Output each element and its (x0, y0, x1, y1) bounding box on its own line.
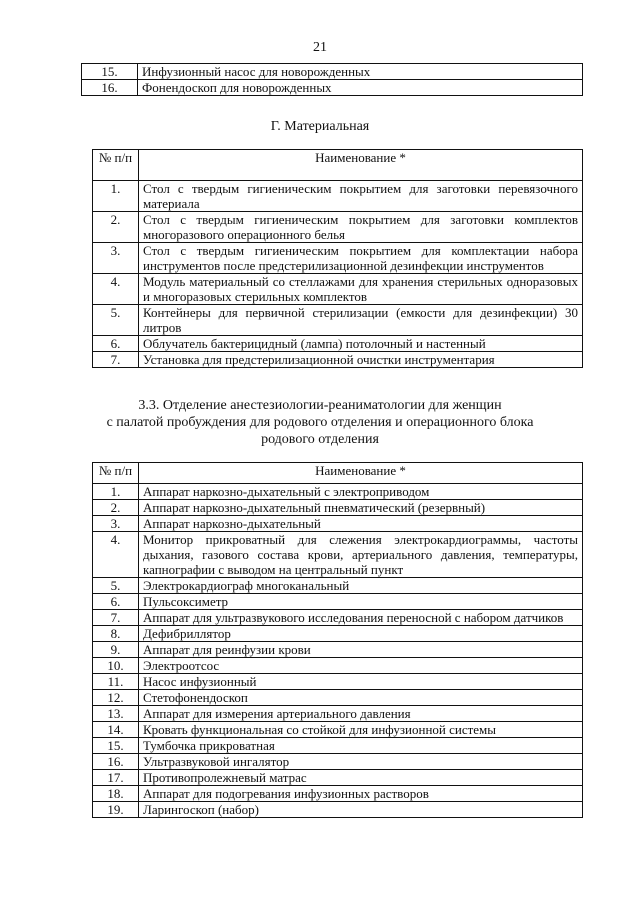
table-row (93, 770, 583, 786)
table-row (93, 516, 583, 532)
row-name: Стол с твердым гигиеническим покрытием для заготовки перевязочного материала (139, 181, 583, 212)
row-number: 7. (93, 610, 139, 626)
table-row (93, 305, 583, 336)
table-row (93, 212, 583, 243)
row-number: 6. (93, 594, 139, 610)
row-name: Монитор прикроватный для слежения электрокардиограммы, частоты дыхания, газового состава крови, артериального давления, температуры, капнографии с выводом на центральный пункт (139, 532, 583, 578)
row-name: Аппарат для ультразвукового исследования переносной с набором датчиков (139, 610, 583, 626)
row-number: 1. (93, 484, 139, 500)
row-name: Ларингоскоп (набор) (139, 802, 583, 818)
row-name: Модуль материальный со стеллажами для хранения стерильных одноразовых и многоразовых стерильных комплектов (139, 274, 583, 305)
row-name: Инфузионный насос для новорожденных (138, 64, 583, 80)
table-row (93, 532, 583, 578)
table-row (93, 690, 583, 706)
table-row (82, 80, 583, 96)
material-table-body (93, 181, 583, 368)
row-name: Аппарат наркозно-дыхательный (139, 516, 583, 532)
material-room-table (92, 149, 583, 368)
row-number: 7. (93, 352, 139, 368)
row-number: 1. (93, 181, 139, 212)
table-row (93, 243, 583, 274)
row-number: 9. (93, 642, 139, 658)
row-number: 17. (93, 770, 139, 786)
row-number: 3. (93, 516, 139, 532)
row-name: Аппарат для реинфузии крови (139, 642, 583, 658)
row-number: 18. (93, 786, 139, 802)
row-number: 15. (82, 64, 138, 80)
row-name: Электроотсос (139, 658, 583, 674)
page-number: 21 (313, 40, 327, 55)
table-row (93, 642, 583, 658)
row-number: 8. (93, 626, 139, 642)
row-name: Стол с твердым гигиеническим покрытием для заготовки комплектов многоразового операционного белья (139, 212, 583, 243)
table-row (93, 626, 583, 642)
row-name: Ультразвуковой ингалятор (139, 754, 583, 770)
row-number: 5. (93, 578, 139, 594)
table-row (82, 64, 583, 80)
row-name: Дефибриллятор (139, 626, 583, 642)
row-number: 14. (93, 722, 139, 738)
table-row (93, 658, 583, 674)
row-name: Пульсоксиметр (139, 594, 583, 610)
continued-equipment-table (81, 63, 583, 96)
row-name: Фонендоскоп для новорожденных (138, 80, 583, 96)
table-row (93, 674, 583, 690)
row-number: 16. (82, 80, 138, 96)
table-row (93, 722, 583, 738)
row-name: Насос инфузионный (139, 674, 583, 690)
section-33-title-line2: с палатой пробуждения для родового отделения и операционного блока (106, 415, 534, 430)
row-name: Электрокардиограф многоканальный (139, 578, 583, 594)
row-name: Аппарат для измерения артериального давления (139, 706, 583, 722)
row-name: Облучатель бактерицидный (лампа) потолочный и настенный (139, 336, 583, 352)
row-number: 15. (93, 738, 139, 754)
row-name: Аппарат наркозно-дыхательный с электроприводом (139, 484, 583, 500)
row-number: 13. (93, 706, 139, 722)
anesthesiology-table (92, 462, 583, 818)
row-name: Тумбочка прикроватная (139, 738, 583, 754)
section-33-title-line3: родового отделения (261, 432, 379, 447)
row-number: 2. (93, 212, 139, 243)
header-num: № п/п (93, 150, 139, 181)
header-num: № п/п (93, 463, 139, 484)
table-row (93, 181, 583, 212)
row-number: 5. (93, 305, 139, 336)
continued-table-body (82, 64, 583, 96)
row-number: 4. (93, 532, 139, 578)
row-name: Аппарат наркозно-дыхательный пневматический (резервный) (139, 500, 583, 516)
table-row (93, 754, 583, 770)
row-number: 3. (93, 243, 139, 274)
table-row (93, 336, 583, 352)
row-name: Стетофонендоскоп (139, 690, 583, 706)
row-number: 6. (93, 336, 139, 352)
row-name: Аппарат для подогревания инфузионных растворов (139, 786, 583, 802)
header-name: Наименование * (139, 150, 583, 181)
table-row (93, 802, 583, 818)
table-row (93, 500, 583, 516)
table-row (93, 352, 583, 368)
table-row (93, 578, 583, 594)
section-g-title: Г. Материальная (270, 119, 370, 134)
table-header-row (93, 463, 583, 484)
table-row (93, 786, 583, 802)
row-name: Контейнеры для первичной стерилизации (емкости для дезинфекции) 30 литров (139, 305, 583, 336)
table-row (93, 274, 583, 305)
header-name: Наименование * (139, 463, 583, 484)
table-row (93, 610, 583, 626)
table-row (93, 706, 583, 722)
row-number: 2. (93, 500, 139, 516)
row-number: 10. (93, 658, 139, 674)
row-number: 11. (93, 674, 139, 690)
table-row (93, 484, 583, 500)
anesthesiology-table-body (93, 484, 583, 818)
row-name: Стол с твердым гигиеническим покрытием для комплектации набора инструментов после предстерилизационной дезинфекции инструментов (139, 243, 583, 274)
table-row (93, 594, 583, 610)
row-number: 12. (93, 690, 139, 706)
row-name: Установка для предстерилизационной очистки инструментария (139, 352, 583, 368)
row-name: Противопролежневый матрас (139, 770, 583, 786)
row-name: Кровать функциональная со стойкой для инфузионной системы (139, 722, 583, 738)
row-number: 16. (93, 754, 139, 770)
row-number: 4. (93, 274, 139, 305)
section-33-title-line1: 3.3. Отделение анестезиологии-реаниматологии для женщин (138, 398, 502, 413)
table-header-row (93, 150, 583, 181)
table-row (93, 738, 583, 754)
row-number: 19. (93, 802, 139, 818)
